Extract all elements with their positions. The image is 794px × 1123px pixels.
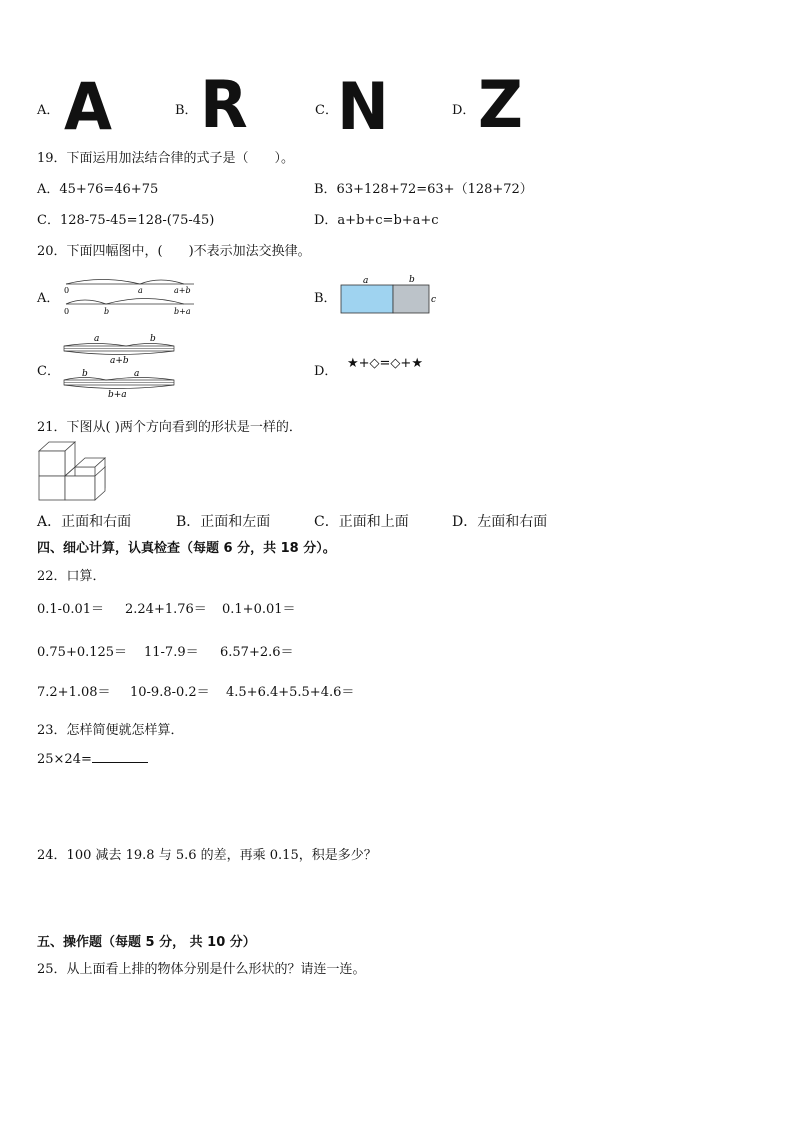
q23-answer-blank[interactable] [92, 750, 148, 763]
fig-b-b: b [409, 275, 415, 285]
q19-option-b: B．63+128+72=63+（128+72） [314, 182, 533, 197]
q22-stem: 22．口算． [37, 569, 106, 584]
q20-stem: 20．下面四幅图中，( )不表示加法交换律。 [37, 244, 311, 259]
q21-option-c: C．正面和上面 [314, 514, 409, 530]
q22-row2-item2: 11-7.9＝ [144, 645, 199, 660]
q20-option-a-label: A． [37, 291, 60, 306]
fig-b-c: c [431, 295, 437, 305]
q21-option-a: A．正面和右面 [37, 514, 132, 530]
q21-stem: 21．下图从( )两个方向看到的形状是一样的． [37, 420, 302, 435]
q18-option-b-label: B． [175, 103, 198, 118]
q22-row2-item3: 6.57+2.6＝ [220, 645, 294, 660]
q20-option-c-label: C． [37, 364, 60, 379]
fig-a-zero-bottom: 0 [64, 307, 70, 316]
q21-option-d: D．左面和右面 [452, 514, 548, 530]
q20-figure-a-number-lines [60, 275, 200, 319]
q22-row1-item1: 0.1-0.01＝ [37, 602, 105, 617]
fig-c-bpa: b+a [108, 390, 127, 398]
q19-option-c: C．128-75-45=128-(75-45) [37, 213, 215, 228]
q22-row1-item3: 0.1+0.01＝ [222, 602, 296, 617]
q23-stem: 23．怎样简便就怎样算． [37, 723, 184, 738]
fig-a-bpa: b+a [174, 307, 191, 316]
fig-b-a: a [363, 276, 369, 286]
q18-option-c-label: C． [315, 103, 338, 118]
q21-option-b: B．正面和左面 [176, 514, 271, 530]
q22-row3-item2: 10-9.8-0.2＝ [130, 685, 210, 700]
q20-figure-c-segments [60, 332, 180, 398]
fig-a-zero-top: 0 [64, 286, 70, 295]
fig-a-apb: a+b [174, 286, 191, 295]
q22-row3-item1: 7.2+1.08＝ [37, 685, 111, 700]
q20-figure-b-rectangle [336, 272, 446, 318]
q25-stem: 25．从上面看上排的物体分别是什么形状的？请连一连。 [37, 962, 366, 977]
section-4-title: 四、细心计算，认真检查（每题 6 分，共 18 分）。 [37, 541, 336, 556]
q18-option-a-letter: A [64, 68, 112, 145]
fig-a-b: b [104, 307, 110, 316]
q19-stem: 19．下面运用加法结合律的式子是（ ）。 [37, 151, 295, 166]
q18-option-b-letter: R [200, 66, 248, 143]
q18-option-c-letter: N [337, 68, 389, 145]
q19-option-d: D．a+b+c=b+a+c [314, 213, 439, 228]
section-5-title: 五、操作题（每题 5 分， 共 10 分） [37, 935, 256, 950]
fig-c-a-bottom: a [134, 369, 140, 379]
q22-row2-item1: 0.75+0.125＝ [37, 645, 128, 660]
q22-row3-item3: 4.5+6.4+5.5+4.6＝ [226, 685, 355, 700]
q18-option-d-label: D． [452, 103, 476, 118]
q23-expression-text: 25×24= [37, 752, 92, 767]
q20-option-d-label: D． [314, 364, 338, 379]
q23-expression [37, 750, 148, 767]
q20-figure-d-star-diamond-equation: ★+◇=◇+★ [347, 356, 423, 371]
fig-c-b-bottom: b [82, 369, 88, 379]
q18-option-a-label: A． [37, 103, 60, 118]
q22-row1-item2: 2.24+1.76＝ [125, 602, 207, 617]
fig-a-a: a [138, 286, 143, 295]
q18-option-d-letter: Z [478, 66, 523, 143]
fig-c-b-top: b [150, 334, 156, 344]
q21-cube-stack-figure [37, 439, 109, 503]
fig-c-apb: a+b [110, 356, 129, 366]
q24-stem: 24．100 减去 19.8 与 5.6 的差，再乘 0.15，积是多少？ [37, 848, 377, 863]
fig-c-a-top: a [94, 334, 100, 344]
q20-option-b-label: B． [314, 291, 337, 306]
q19-option-a: A．45+76=46+75 [37, 182, 159, 197]
